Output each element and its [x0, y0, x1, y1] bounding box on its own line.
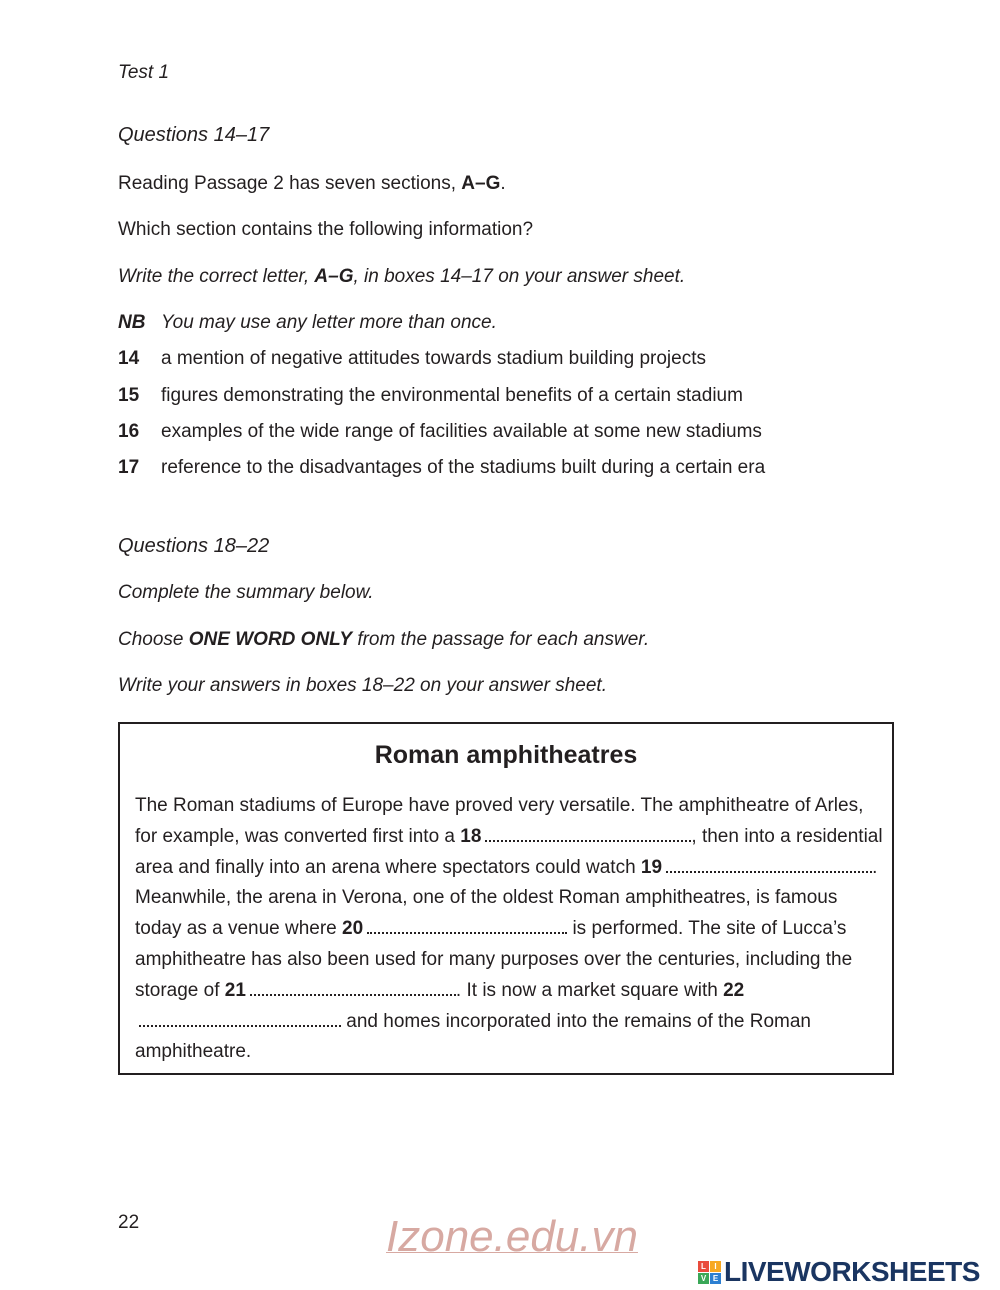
liveworksheets-logo — [698, 1256, 980, 1288]
logo-letter: V — [698, 1273, 709, 1284]
logo-letter: I — [710, 1261, 721, 1272]
summary-segment: and homes incorporated into the remains of the Roman amphitheatre. — [135, 1010, 811, 1063]
answer-gap-20[interactable] — [367, 918, 567, 934]
section2-instruction-1: Complete the summary below. — [118, 582, 374, 603]
intro-text: Reading Passage 2 has seven sections, — [118, 173, 462, 194]
summary-segment: . Meanwhile, the arena in Verona, one of the oldest Roman amphitheatres, is famous today as a venue where — [135, 856, 878, 940]
logo-grid-icon — [698, 1261, 721, 1284]
watermark: Izone.edu.vn — [386, 1212, 638, 1261]
summary-segment: is performed. The site of Lucca’s amphitheatre has also been used for many purposes over the centuries, including the storage of — [135, 918, 853, 1001]
instr2-pre: Choose — [118, 629, 189, 650]
section2-heading: Questions 18–22 — [118, 535, 270, 557]
gap-number-22: 22 — [723, 979, 745, 1001]
question-text: examples of the wide range of facilities available at some new stadiums — [161, 421, 762, 442]
question-number: 17 — [118, 457, 140, 478]
summary-text — [135, 791, 885, 1068]
page-number: 22 — [118, 1212, 140, 1233]
question-number: 14 — [118, 348, 140, 369]
summary-title: Roman amphitheatres — [374, 741, 638, 769]
question-text: reference to the disadvantages of the stadiums built during a certain era — [161, 457, 766, 478]
test-label: Test 1 — [118, 62, 170, 83]
question-item — [118, 385, 743, 407]
answer-gap-22[interactable] — [139, 1011, 341, 1027]
instruction-bold: A–G — [314, 266, 354, 287]
section1-intro — [118, 173, 506, 195]
nb-note — [118, 312, 497, 334]
section2-instruction-2 — [118, 629, 649, 651]
instr2-post: from the passage for each answer. — [352, 629, 650, 650]
answer-gap-19[interactable] — [666, 857, 872, 873]
nb-label: NB — [118, 312, 146, 333]
answer-gap-21[interactable] — [250, 980, 456, 996]
section1-heading: Questions 14–17 — [118, 124, 270, 146]
gap-number-21: 21 — [224, 979, 246, 1001]
gap-number-19: 19 — [640, 856, 663, 878]
logo-letter: L — [698, 1261, 709, 1272]
answer-gap-18[interactable] — [485, 826, 691, 842]
summary-box — [118, 722, 894, 1075]
question-item — [118, 421, 762, 443]
summary-segment: . It is now a market square with — [455, 979, 724, 1001]
intro-bold: A–G — [461, 173, 501, 194]
section1-instruction — [118, 266, 685, 288]
nb-text: You may use any letter more than once. — [161, 312, 497, 333]
summary-segment: , then into a residential area and finally into an arena where spectators could watch — [135, 825, 883, 878]
gap-number-18: 18 — [460, 825, 482, 847]
logo-letter: E — [710, 1273, 721, 1284]
instr2-bold: ONE WORD ONLY — [188, 629, 353, 650]
intro-end: . — [500, 173, 506, 194]
brand-name: LIVEWORKSHEETS — [724, 1256, 980, 1287]
section2-instruction-3: Write your answers in boxes 18–22 on your answer sheet. — [118, 675, 607, 696]
question-text: a mention of negative attitudes towards stadium building projects — [161, 348, 706, 369]
instruction-post: , in boxes 14–17 on your answer sheet. — [353, 266, 686, 287]
question-number: 15 — [118, 385, 140, 406]
question-item — [118, 457, 765, 479]
question-number: 16 — [118, 421, 140, 442]
summary-segment: The Roman stadiums of Europe have proved very versatile. The amphitheatre of Arles, for example, was converted first into a — [135, 795, 864, 847]
gap-number-20: 20 — [342, 918, 364, 940]
question-item — [118, 348, 706, 370]
section1-question: Which section contains the following information? — [118, 219, 534, 240]
question-text: figures demonstrating the environmental benefits of a certain stadium — [161, 385, 743, 406]
instruction-pre: Write the correct letter, — [118, 266, 315, 287]
